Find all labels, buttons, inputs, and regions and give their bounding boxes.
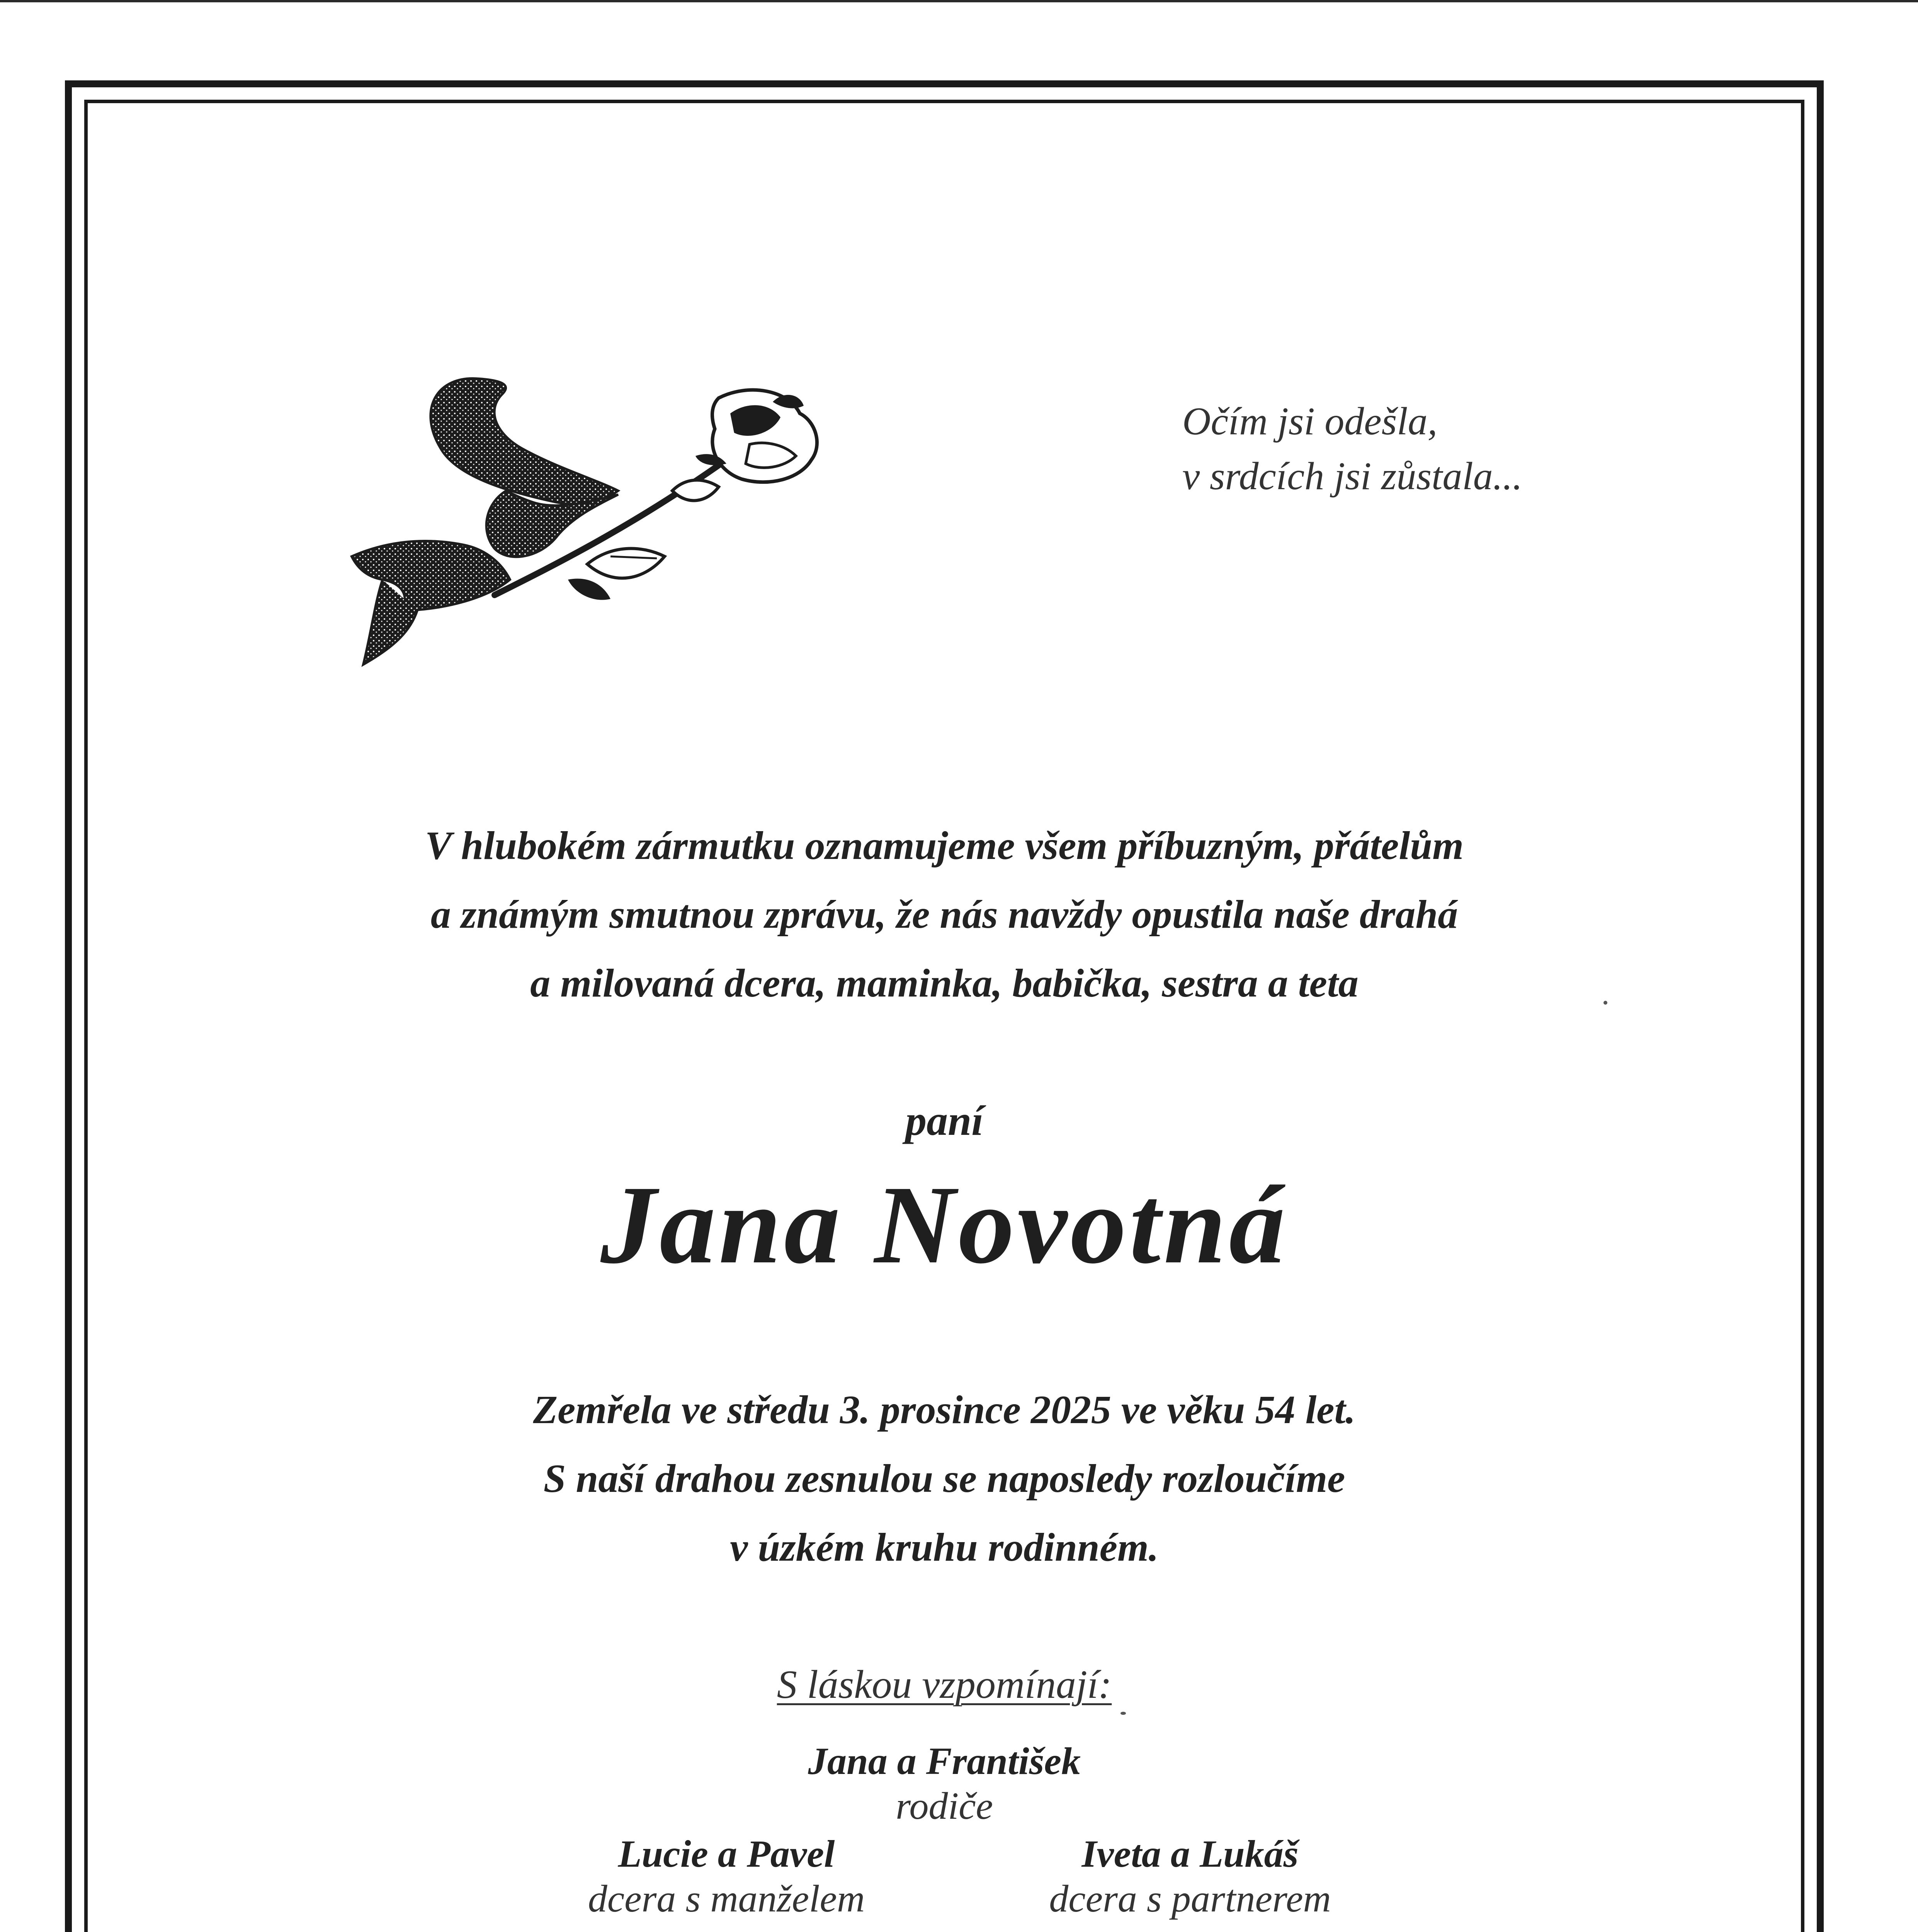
mourner-name: Lucie a Pavel <box>618 1832 835 1875</box>
mourner-name: Iveta a Lukáš <box>1081 1832 1299 1875</box>
deceased-name: Jana Novotná <box>600 1163 1288 1287</box>
mourner-relation: dcera s partnerem <box>1049 1877 1331 1920</box>
rose-with-ribbon-icon <box>340 363 865 672</box>
death-notice-line-3: v úzkém kruhu rodinném. <box>730 1525 1159 1570</box>
announcement-line-2: a známým smutnou zprávu, že nás navždy opustila naše drahá <box>430 892 1458 937</box>
scan-speck <box>1603 1001 1607 1005</box>
motto-verse <box>1182 394 1646 504</box>
mourner-group-daughter-partner <box>997 1832 1383 1921</box>
death-notice <box>84 1376 1804 1582</box>
mourners-heading <box>84 1658 1804 1712</box>
death-notice-line-1: Zemřela ve středu 3. prosince 2025 ve věku 54 let. <box>533 1388 1356 1432</box>
mourner-name: Jana a František <box>808 1740 1081 1782</box>
death-notice-line-2: S naší drahou zesnulou se naposledy rozloučíme <box>543 1456 1345 1501</box>
mourner-group-daughter-husband <box>533 1832 920 1921</box>
mourner-relation: rodiče <box>896 1784 993 1827</box>
mourner-relation: dcera s manželem <box>588 1877 865 1920</box>
deceased-honorific: paní <box>905 1097 983 1144</box>
scan-edge-line <box>0 0 1918 2</box>
announcement-line-3: a milovaná dcera, maminka, babička, sestra a teta <box>530 961 1359 1005</box>
mourner-group-parents <box>84 1739 1804 1828</box>
announcement-text <box>84 811 1804 1018</box>
mourners-heading-text: S láskou vzpomínají: <box>777 1662 1112 1707</box>
motto-line-1: Očím jsi odešla, <box>1182 400 1438 443</box>
scan-speck <box>1121 1712 1126 1715</box>
announcement-line-1: V hlubokém zármutku oznamujeme všem příbuzným, přátelům <box>425 823 1464 868</box>
motto-line-2: v srdcích jsi zůstala... <box>1182 454 1523 498</box>
